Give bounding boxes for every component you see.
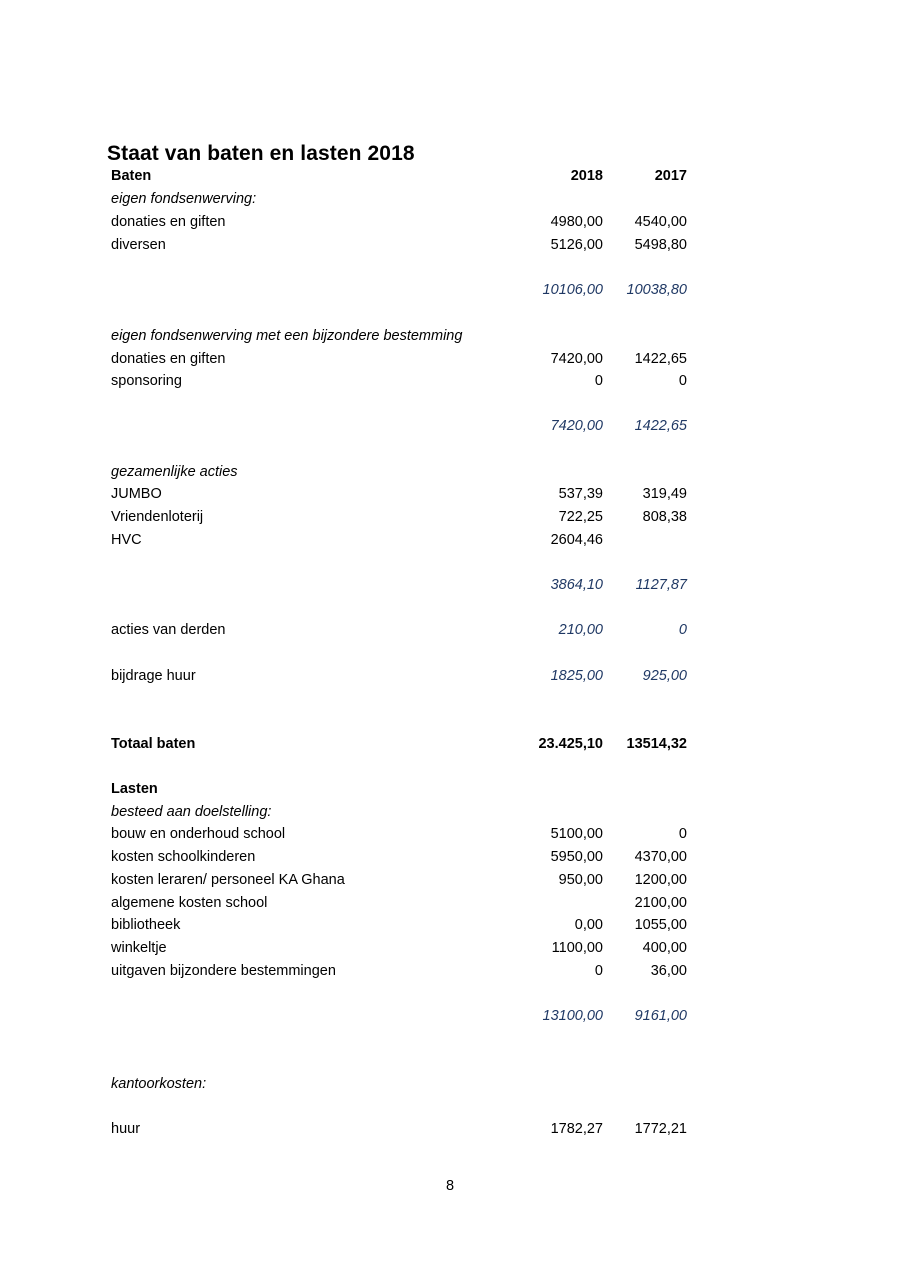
table-row (0, 914, 900, 936)
value-2017: 0 (678, 826, 687, 842)
value-2017: 4370,00 (634, 849, 687, 865)
value-2018: 537,39 (558, 486, 603, 502)
row-label: Vriendenloterij (111, 509, 204, 525)
table-row (0, 234, 900, 256)
value-2018: 950,00 (558, 872, 603, 888)
subtotal-row (0, 415, 900, 437)
table-row (0, 869, 900, 891)
value-2017: 1422,65 (634, 351, 687, 367)
section-heading-row (0, 461, 900, 483)
value-2017: 9161,00 (634, 1008, 687, 1024)
row-label: gezamenlijke acties (111, 464, 238, 480)
row-label: acties van derden (111, 622, 226, 638)
table-row (0, 937, 900, 959)
row-label: bibliotheek (111, 917, 181, 933)
value-2018: 210,00 (558, 622, 603, 638)
section-heading-row (0, 325, 900, 347)
value-2017: 808,38 (642, 509, 687, 525)
header-row (0, 165, 900, 187)
row-label: diversen (111, 237, 166, 253)
value-2018: 7420,00 (550, 351, 603, 367)
value-2017: 1200,00 (634, 872, 687, 888)
value-2017: 1055,00 (634, 917, 687, 933)
value-2017: 2017 (654, 168, 687, 184)
value-2018: 23.425,10 (538, 736, 603, 752)
table-row (0, 892, 900, 914)
row-label: eigen fondsenwerving met een bijzondere bestemming (111, 328, 463, 344)
value-2017: 400,00 (642, 940, 687, 956)
row-label: winkeltje (111, 940, 167, 956)
table-row (0, 483, 900, 505)
value-2018: 1825,00 (550, 668, 603, 684)
row-label: bouw en onderhoud school (111, 826, 286, 842)
row-label: huur (111, 1121, 141, 1137)
section-heading-row (0, 801, 900, 823)
row-label: HVC (111, 532, 142, 548)
value-2017: 4540,00 (634, 214, 687, 230)
table-row (0, 823, 900, 845)
table-row (0, 348, 900, 370)
header-row (0, 733, 900, 755)
table-row (0, 619, 900, 641)
value-2018: 5100,00 (550, 826, 603, 842)
value-2018: 10106,00 (542, 282, 603, 298)
value-2017: 13514,32 (626, 736, 687, 752)
page-number: 8 (445, 1178, 455, 1194)
row-label: eigen fondsenwerving: (111, 191, 257, 207)
value-2017: 0 (678, 373, 687, 389)
row-label: kantoorkosten: (111, 1076, 207, 1092)
value-2018: 3864,10 (550, 577, 603, 593)
value-2018: 4980,00 (550, 214, 603, 230)
value-2018: 0,00 (574, 917, 603, 933)
row-label: Baten (111, 168, 152, 184)
value-2017: 319,49 (642, 486, 687, 502)
row-label: uitgaven bijzondere bestemmingen (111, 963, 336, 979)
row-label: donaties en giften (111, 351, 226, 367)
value-2018: 722,25 (558, 509, 603, 525)
value-2017: 1127,87 (635, 577, 687, 593)
value-2018: 2604,46 (550, 532, 603, 548)
value-2018: 2018 (570, 168, 603, 184)
value-2017: 36,00 (650, 963, 687, 979)
value-2018: 0 (594, 373, 603, 389)
row-label: donaties en giften (111, 214, 226, 230)
table-row (0, 370, 900, 392)
row-label: kosten leraren/ personeel KA Ghana (111, 872, 345, 888)
value-2018: 5126,00 (550, 237, 603, 253)
section-heading-row (0, 1073, 900, 1095)
value-2017: 2100,00 (634, 895, 687, 911)
table-row (0, 846, 900, 868)
table-row (0, 211, 900, 233)
table-row (0, 960, 900, 982)
value-2017: 1422,65 (634, 418, 687, 434)
value-2018: 1100,00 (551, 940, 603, 956)
row-label: JUMBO (111, 486, 162, 502)
row-label: bijdrage huur (111, 668, 196, 684)
table-row (0, 665, 900, 687)
header-row (0, 778, 900, 800)
subtotal-row (0, 1005, 900, 1027)
value-2018: 7420,00 (550, 418, 603, 434)
table-row (0, 1118, 900, 1140)
value-2018: 13100,00 (542, 1008, 603, 1024)
value-2017: 10038,80 (626, 282, 687, 298)
value-2017: 0 (678, 622, 687, 638)
row-label: algemene kosten school (111, 895, 268, 911)
value-2017: 5498,80 (634, 237, 687, 253)
value-2018: 5950,00 (550, 849, 603, 865)
value-2017: 1772,21 (634, 1121, 687, 1137)
subtotal-row (0, 574, 900, 596)
value-2018: 0 (594, 963, 603, 979)
row-label: Totaal baten (111, 736, 196, 752)
page-title: Staat van baten en lasten 2018 (107, 142, 415, 165)
value-2018: 1782,27 (550, 1121, 603, 1137)
section-heading-row (0, 188, 900, 210)
table-row (0, 529, 900, 551)
row-label: Lasten (111, 781, 158, 797)
table-row (0, 506, 900, 528)
row-label: sponsoring (111, 373, 182, 389)
row-label: kosten schoolkinderen (111, 849, 256, 865)
subtotal-row (0, 279, 900, 301)
row-label: besteed aan doelstelling: (111, 804, 272, 820)
value-2017: 925,00 (642, 668, 687, 684)
